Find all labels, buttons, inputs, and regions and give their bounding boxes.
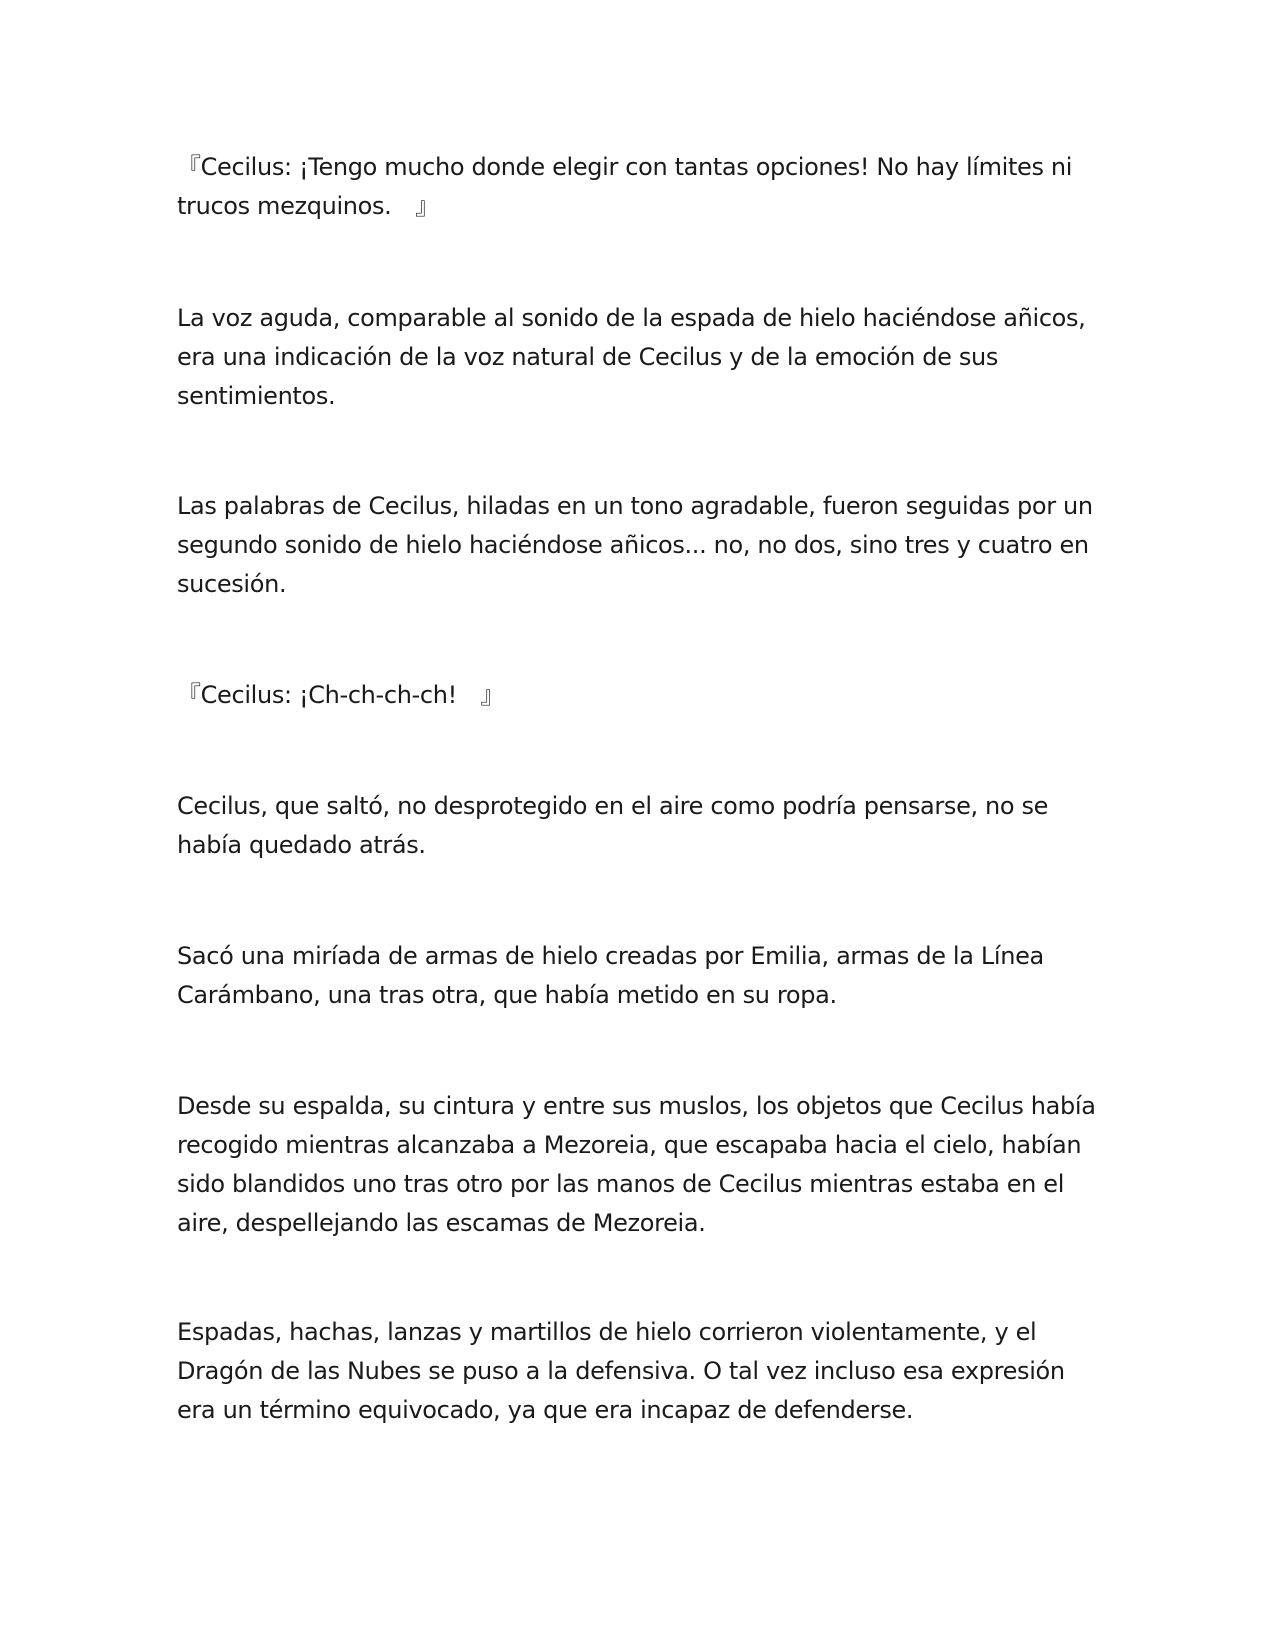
narrative-paragraph: La voz aguda, comparable al sonido de la espada de hielo haciéndose añicos, era una indicación de la voz natural de Cecilus y de la emoción de sus sentimientos.	[177, 304, 1086, 410]
narrative-paragraph: Sacó una miríada de armas de hielo creadas por Emilia, armas de la Línea Carámbano, una tras otra, que había metido en su ropa.	[177, 942, 1044, 1009]
narrative-paragraph: Cecilus, que saltó, no desprotegido en el aire como podría pensarse, no se había quedado atrás.	[177, 792, 1049, 859]
narrative-paragraph: Las palabras de Cecilus, hiladas en un tono agradable, fueron seguidas por un segundo sonido de hielo haciéndose añicos... no, no dos, sino tres y cuatro en sucesión.	[177, 492, 1093, 598]
dialogue-paragraph: 『Cecilus: ¡Ch-ch-ch-ch! 』	[177, 681, 505, 709]
narrative-paragraph: Desde su espalda, su cintura y entre sus muslos, los objetos que Cecilus había recogido mientras alcanzaba a Mezoreia, que escapaba hacia el cielo, habían sido blandidos uno tras otro por las manos de Cecilus mientras estaba en el aire, despellejando las escamas de Mezoreia.	[177, 1092, 1096, 1237]
narrative-paragraph: Espadas, hachas, lanzas y martillos de hielo corrieron violentamente, y el Dragón de las Nubes se puso a la defensiva. O tal vez incluso esa expresión era un término equivocado, ya que era incapaz de defenderse.	[177, 1318, 1065, 1424]
dialogue-paragraph: 『Cecilus: ¡Tengo mucho donde elegir con tantas opciones! No hay límites ni trucos mezquinos. 』	[177, 153, 1073, 220]
